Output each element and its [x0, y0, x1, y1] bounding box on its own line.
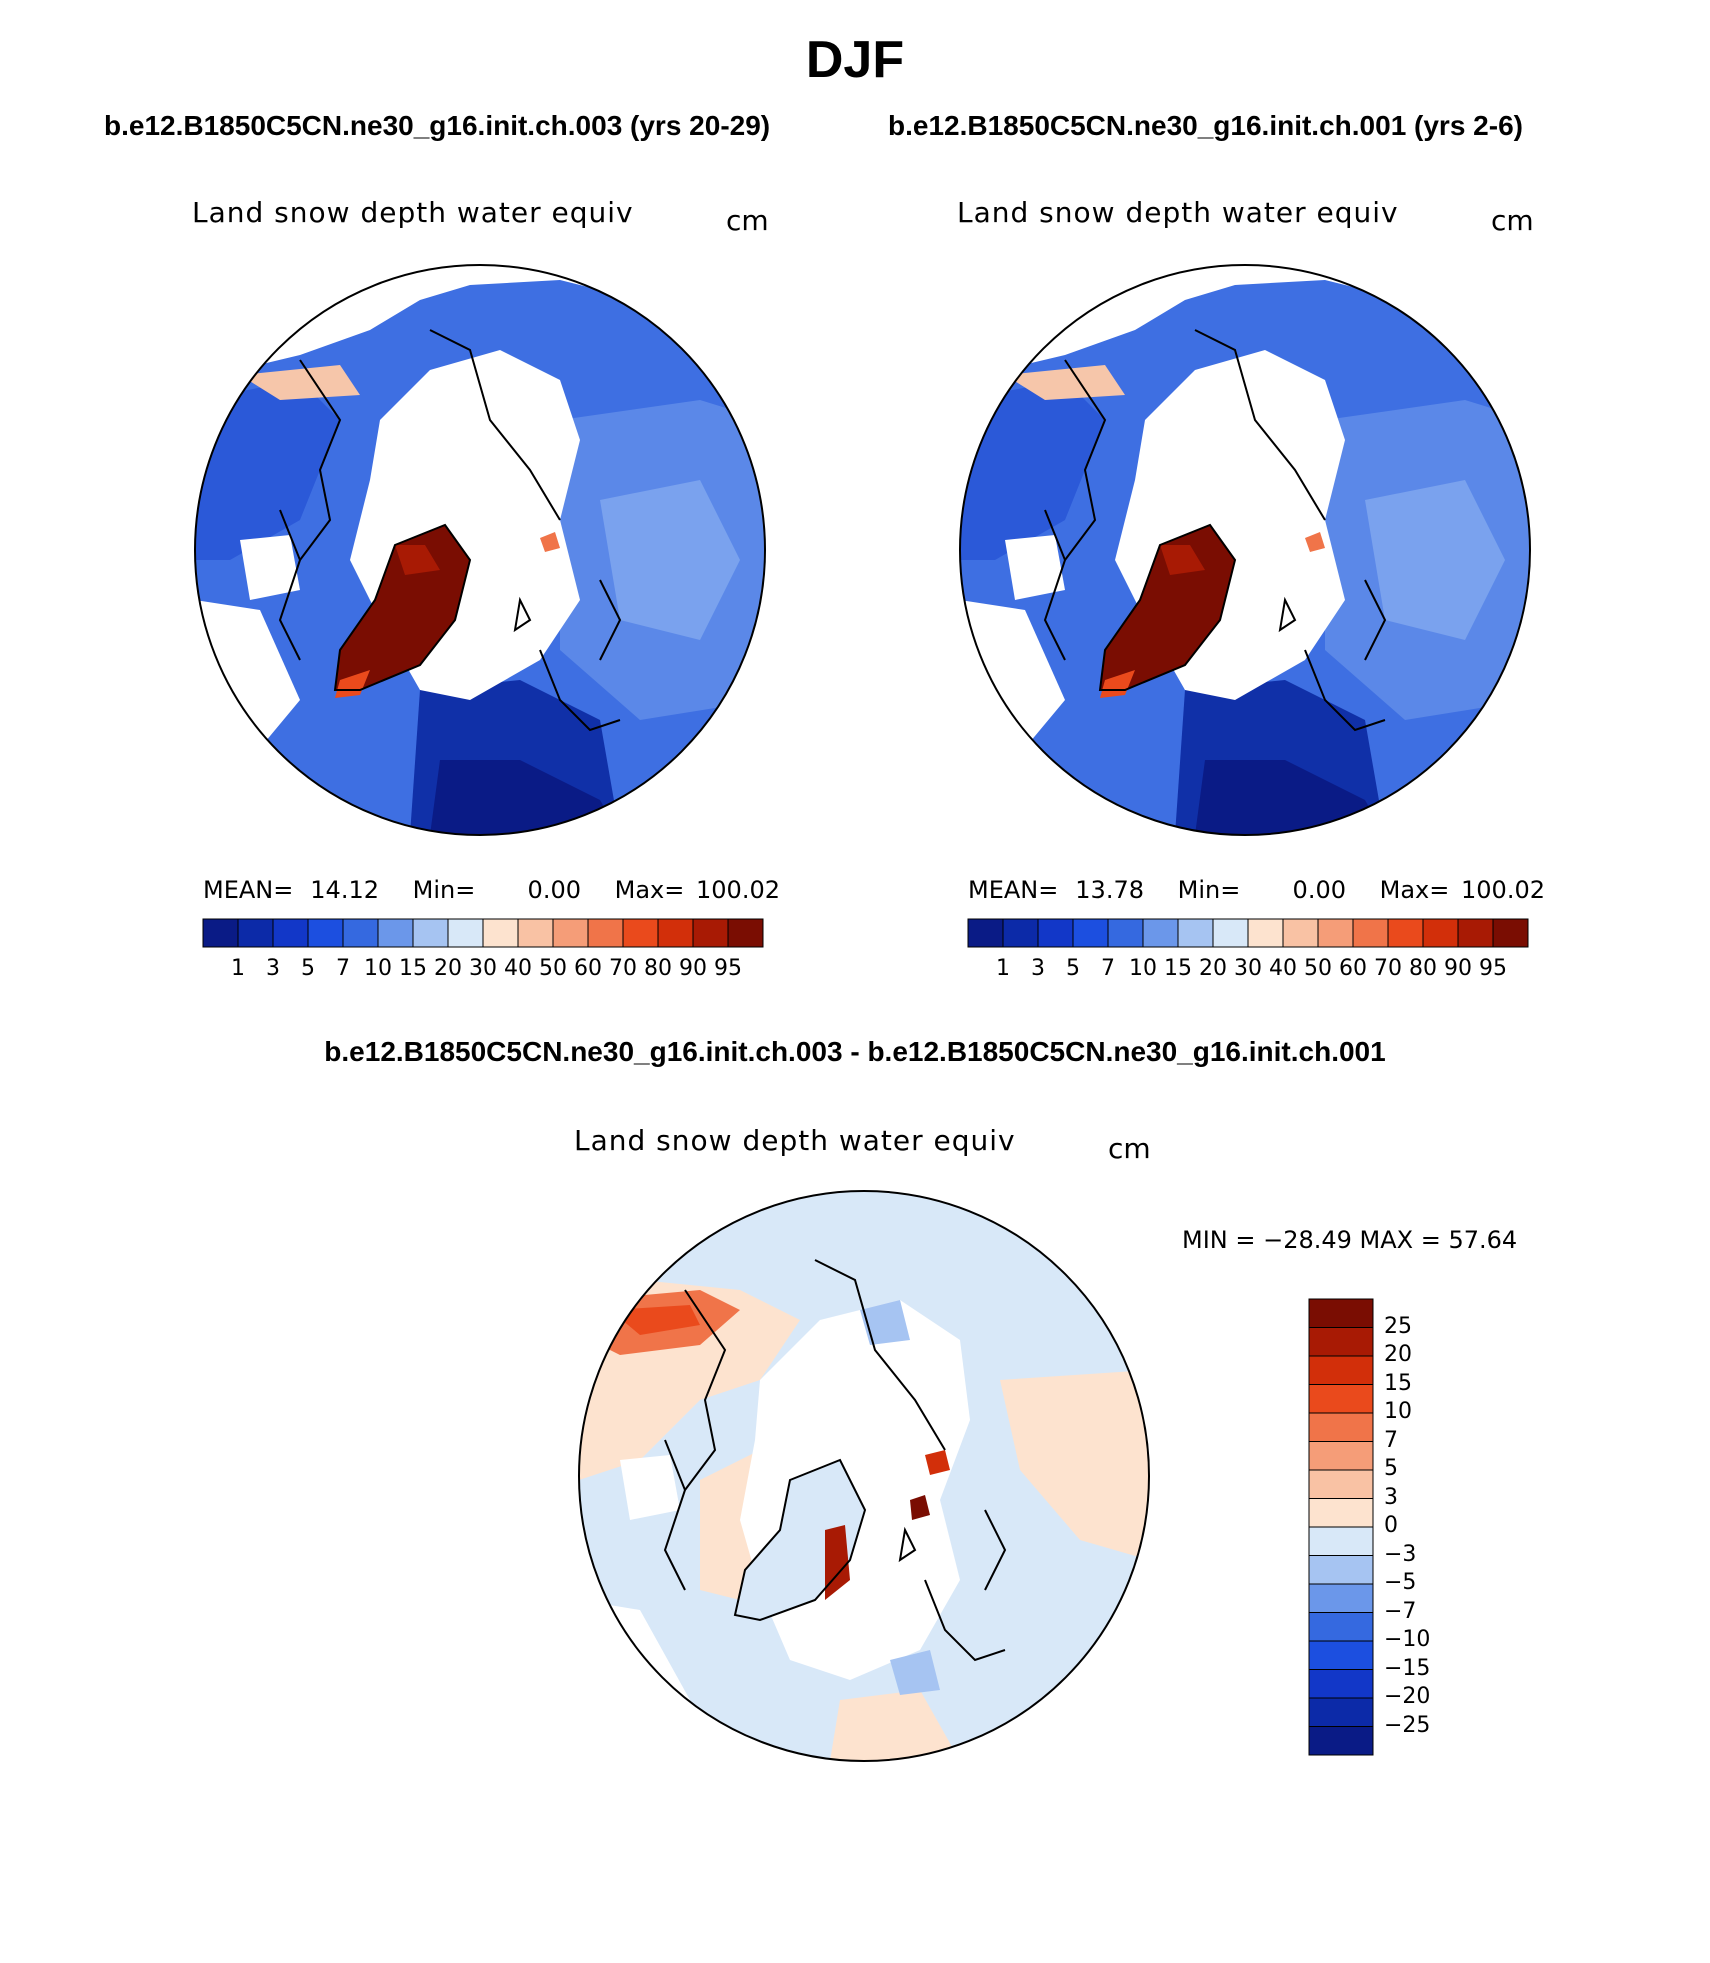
panel-2-colorbar-swatch [1038, 919, 1073, 947]
diff-colorbar-swatch [1309, 1442, 1373, 1471]
diff-colorbar-tick-label: −25 [1384, 1712, 1431, 1738]
panel-1-colorbar [203, 918, 763, 948]
diff-colorbar-tick-label: 0 [1384, 1513, 1398, 1538]
diff-colorbar-swatch [1309, 1328, 1373, 1357]
panel-2-colorbar-swatch [1458, 919, 1493, 947]
panel-1-colorbar-tick-label: 90 [679, 956, 707, 981]
panel-2-colorbar-tick-label: 7 [1101, 956, 1115, 981]
panel-2-snow-field [960, 265, 1530, 835]
panel-2-colorbar-tick-label: 10 [1129, 956, 1157, 981]
panel-1-colorbar-tick-label: 7 [336, 956, 350, 981]
panel-1-colorbar-tick-label: 1 [231, 956, 245, 981]
panel-2-max-value: 100.02 [1461, 876, 1545, 904]
diff-colorbar-swatch [1309, 1613, 1373, 1642]
panel-2-mean-label: MEAN= [968, 876, 1059, 904]
diff-colorbar-tick-label: −10 [1384, 1627, 1431, 1652]
diff-colorbar-tick-label: −7 [1384, 1598, 1417, 1624]
diff-colorbar-ticks [1384, 1298, 1504, 1758]
diff-colorbar-swatch [1309, 1641, 1373, 1670]
diff-colorbar-swatch [1309, 1527, 1373, 1556]
panel-1-colorbar-tick-label: 95 [714, 956, 742, 981]
panel-1-mean-label: MEAN= [203, 876, 294, 904]
panel-2-colorbar-tick-label: 15 [1164, 956, 1192, 981]
panel-2-max-label: Max= [1379, 876, 1450, 904]
panel-2-colorbar-swatch [1178, 919, 1213, 947]
panel-1-colorbar-swatch [413, 919, 448, 947]
diff-colorbar-swatch [1309, 1556, 1373, 1585]
panel-1-colorbar-swatch [483, 919, 518, 947]
panel-2-colorbar-swatch [1493, 919, 1528, 947]
panel-2-mean-value: 13.78 [1075, 876, 1144, 904]
panel-2-colorbar-swatch [1003, 919, 1038, 947]
panel-1-colorbar-swatch [623, 919, 658, 947]
panel-1-colorbar-swatch [553, 919, 588, 947]
panel-1-colorbar-swatch [238, 919, 273, 947]
panel-2-colorbar-tick-label: 70 [1374, 956, 1402, 981]
panel-2-colorbar-tick-label: 20 [1199, 956, 1227, 981]
panel-1-colorbar-swatch [273, 919, 308, 947]
diff-variable-label: Land snow depth water equiv [574, 1124, 1016, 1157]
panel-2-variable-label: Land snow depth water equiv [957, 196, 1399, 229]
diff-panel-title: b.e12.B1850C5CN.ne30_g16.init.ch.003 - b.e12.B1850C5CN.ne30_g16.init.ch.001 [324, 1036, 1386, 1067]
panel-2-colorbar-swatch [1073, 919, 1108, 947]
diff-colorbar-swatch [1309, 1584, 1373, 1613]
panel-1-colorbar-tick-label: 70 [609, 956, 637, 981]
diff-unit-label: cm [1108, 1132, 1151, 1165]
panel-1-max-label: Max= [614, 876, 685, 904]
panel-1-colorbar-swatch [203, 919, 238, 947]
panel-1-colorbar-swatch [693, 919, 728, 947]
panel-1-min-label: Min= [412, 876, 476, 904]
panel-2-case-title: b.e12.B1850C5CN.ne30_g16.init.ch.001 (yrs 2-6) [888, 110, 1523, 141]
figure-title: DJF [805, 31, 905, 89]
panel-1-colorbar-tick-label: 50 [539, 956, 567, 981]
panel-1-min-value: 0.00 [527, 876, 581, 904]
panel-1-max-value: 100.02 [696, 876, 780, 904]
diff-colorbar-tick-label: −15 [1384, 1655, 1431, 1681]
diff-colorbar-tick-label: −20 [1384, 1684, 1431, 1709]
panel-1-colorbar-tick-label: 3 [266, 956, 280, 981]
panel-1-colorbar-tick-label: 30 [469, 956, 497, 981]
panel-1-variable-label: Land snow depth water equiv [192, 196, 634, 229]
panel-1-colorbar-swatch [518, 919, 553, 947]
diff-colorbar-tick-label: −5 [1384, 1570, 1417, 1595]
diff-colorbar-swatch [1309, 1670, 1373, 1699]
panel-2-colorbar-swatch [968, 919, 1003, 947]
panel-1-colorbar-swatch [448, 919, 483, 947]
panel-1-colorbar-tick-label: 40 [504, 956, 532, 981]
panel-2-min-value: 0.00 [1292, 876, 1346, 904]
panel-2-min-label: Min= [1177, 876, 1241, 904]
panel-2-stats [968, 876, 1545, 904]
panel-2-colorbar-tick-label: 95 [1479, 956, 1507, 981]
panel-2-colorbar-tick-label: 30 [1234, 956, 1262, 981]
diff-colorbar-tick-label: 3 [1384, 1484, 1398, 1510]
panel-2-colorbar-tick-label: 60 [1339, 956, 1367, 981]
panel-2-colorbar-swatch [1318, 919, 1353, 947]
diff-colorbar-swatch [1309, 1385, 1373, 1414]
diff-colorbar-tick-label: 10 [1384, 1399, 1412, 1424]
panel-2-colorbar-tick-label: 5 [1066, 956, 1080, 981]
panel-1-colorbar-tick-label: 15 [399, 956, 427, 981]
panel-2-unit-label: cm [1491, 204, 1534, 237]
panel-1-colorbar-tick-label: 60 [574, 956, 602, 981]
diff-colorbar-swatch [1309, 1698, 1373, 1727]
panel-1-colorbar-tick-label: 10 [364, 956, 392, 981]
panel-2-colorbar-swatch [1353, 919, 1388, 947]
panel-1-colorbar-tick-label: 5 [301, 956, 315, 981]
panel-2-colorbar-swatch [1213, 919, 1248, 947]
panel-2-colorbar-ticks [968, 956, 1528, 986]
panel-1-colorbar-swatch [308, 919, 343, 947]
panel-1-colorbar-tick-label: 80 [644, 956, 672, 981]
panel-1-colorbar-tick-label: 20 [434, 956, 462, 981]
panel-2-colorbar-swatch [1283, 919, 1318, 947]
panel-2-colorbar-tick-label: 40 [1269, 956, 1297, 981]
diff-colorbar-swatch [1309, 1299, 1373, 1328]
diff-colorbar-swatch [1309, 1356, 1373, 1385]
diff-colorbar-tick-label: 7 [1384, 1427, 1398, 1453]
diff-colorbar-tick-label: −3 [1384, 1541, 1417, 1567]
diff-colorbar-tick-label: 15 [1384, 1370, 1412, 1396]
panel-2-colorbar-tick-label: 50 [1304, 956, 1332, 981]
panel-2-colorbar-swatch [1143, 919, 1178, 947]
panel-2-colorbar-swatch [1388, 919, 1423, 947]
panel-2-colorbar-tick-label: 90 [1444, 956, 1472, 981]
diff-colorbar-tick-label: 25 [1384, 1313, 1412, 1339]
panel-2-colorbar-tick-label: 3 [1031, 956, 1045, 981]
diff-colorbar-tick-label: 20 [1384, 1342, 1412, 1367]
panel-2-colorbar-tick-label: 80 [1409, 956, 1437, 981]
panel-1-colorbar-swatch [728, 919, 763, 947]
panel-1-case-title: b.e12.B1850C5CN.ne30_g16.init.ch.003 (yrs 20-29) [104, 110, 771, 141]
diff-colorbar-swatch [1309, 1413, 1373, 1442]
panel-2-colorbar-tick-label: 1 [996, 956, 1010, 981]
panel-1-stats [203, 876, 780, 904]
panel-2-colorbar-swatch [1108, 919, 1143, 947]
panel-2-colorbar [968, 918, 1528, 948]
diff-colorbar-tick-label: 5 [1384, 1456, 1398, 1481]
diff-colorbar-swatch [1309, 1727, 1373, 1756]
diff-colorbar [1308, 1298, 1374, 1758]
panel-2-colorbar-swatch [1248, 919, 1283, 947]
panel-1-colorbar-swatch [658, 919, 693, 947]
panel-2-colorbar-swatch [1423, 919, 1458, 947]
panel-1-colorbar-swatch [378, 919, 413, 947]
panel-1-colorbar-swatch [588, 919, 623, 947]
diff-minmax: MIN = −28.49 MAX = 57.64 [1182, 1226, 1518, 1254]
panel-1-colorbar-swatch [343, 919, 378, 947]
diff-colorbar-swatch [1309, 1499, 1373, 1528]
panel-1-unit-label: cm [726, 204, 769, 237]
panel-1-colorbar-ticks [203, 956, 763, 986]
diff-colorbar-swatch [1309, 1470, 1373, 1499]
diff-field [579, 1191, 1149, 1761]
panel-1-snow-field [195, 265, 765, 835]
panel-1-mean-value: 14.12 [310, 876, 379, 904]
